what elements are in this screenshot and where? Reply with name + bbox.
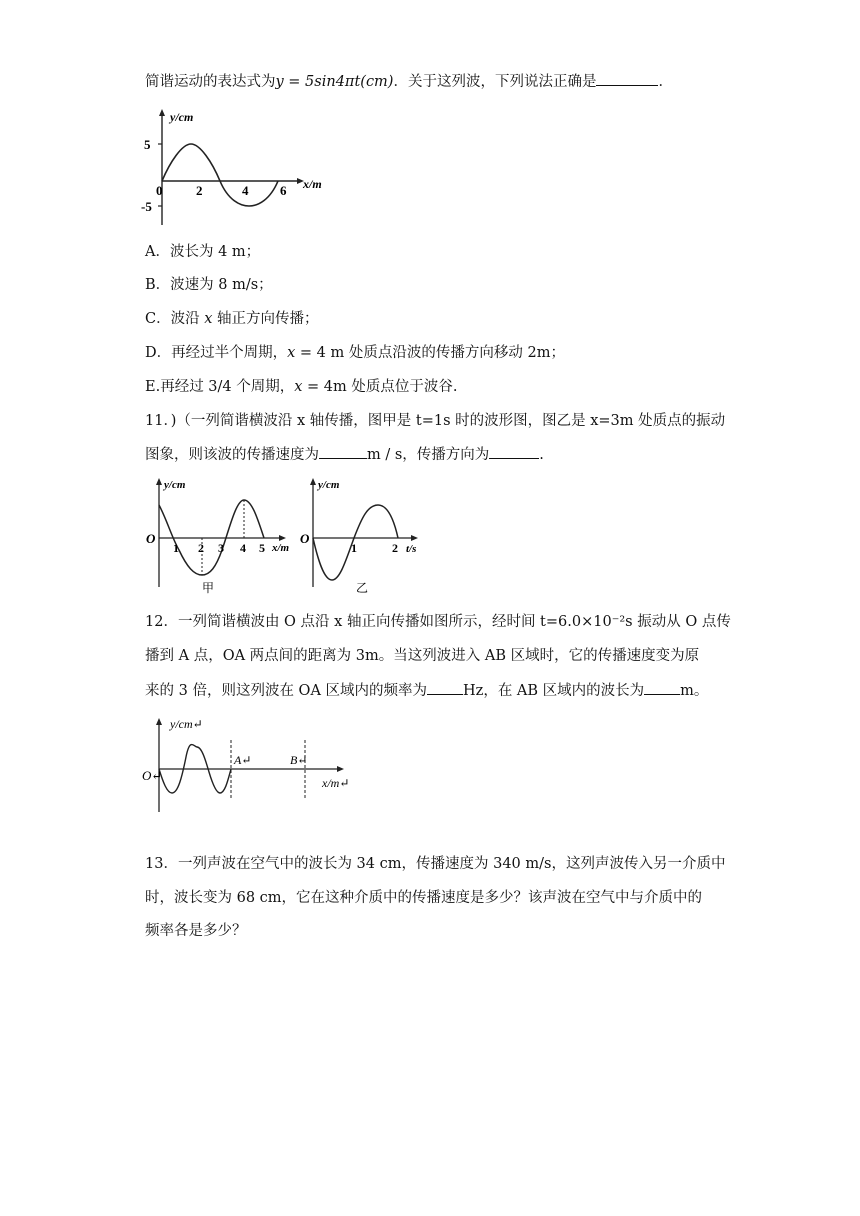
q10-option-e-text: E.再经过 3/4 个周期， xyxy=(145,379,295,395)
q10-option-b-text: B．波速为 8 m/s； xyxy=(145,277,273,293)
q11-jia-y-arrow-icon xyxy=(156,478,162,485)
q11-jia-x-label: x/m xyxy=(272,542,290,554)
q11-yi-origin-label: O xyxy=(300,531,310,546)
q10-y-label: y/cm xyxy=(170,110,194,124)
q12-wave-figure xyxy=(140,712,360,817)
q11-yi-y-label: y/cm xyxy=(318,479,340,491)
q13-text-2: 时，波长变为 68 cm，它在这种介质中的传播速度是多少？该声波在空气中与介质中的 xyxy=(145,890,703,906)
q13-line-2 xyxy=(145,888,702,908)
q13-line-3 xyxy=(145,921,247,941)
q10-option-e xyxy=(145,377,458,397)
q11-direction-blank[interactable] xyxy=(489,444,539,459)
q11-yi-y-arrow-icon xyxy=(310,478,316,485)
q13-text-3: 频率各是多少？ xyxy=(145,923,247,939)
q12-point-b-label: B↵ xyxy=(290,753,308,767)
q10-xtick-label-2: 2 xyxy=(196,183,203,198)
q12-text-1: 12．一列简谐横波由 O 点沿 x 轴正向传播如图所示，经时间 t=6.0×10⁻²s 振动从 O 点传 xyxy=(145,614,731,630)
q11-yi-x-arrow-icon xyxy=(411,535,418,541)
q12-line-3 xyxy=(145,680,708,701)
q11-jia-x-arrow-icon xyxy=(279,535,286,541)
q10-intro-text-2: ．关于这列波，下列说法正确是 xyxy=(393,74,597,90)
q10-ytick-label-neg5: -5 xyxy=(141,199,152,214)
q11-text-4: . xyxy=(539,447,544,463)
q11-jia-xtick-1: 1 xyxy=(173,541,179,555)
q10-ytick-label-5: 5 xyxy=(144,137,151,152)
q11-line-1 xyxy=(145,411,725,431)
q12-text-3: 来的 3 倍，则这列波在 OA 区域内的频率为 xyxy=(145,683,428,699)
q10-y-arrow-icon xyxy=(159,109,165,116)
q10-intro-end: ． xyxy=(658,74,673,90)
q11-yi-xtick-2: 2 xyxy=(392,541,398,555)
q11-figure-jia xyxy=(142,475,302,595)
q11-jia-xtick-2: 2 xyxy=(198,541,204,555)
q12-line-2 xyxy=(145,646,699,666)
q10-option-e-var: x xyxy=(294,379,303,395)
q10-option-d-text-2: = 4 m 处质点沿波的传播方向移动 2m； xyxy=(295,345,565,361)
q10-option-c-text: C．波沿 xyxy=(145,311,205,327)
q11-text-1: 11．)（一列简谐横波沿 x 轴传播，图甲是 t=1s 时的波形图，图乙是 x=3m 处质点的振动 xyxy=(145,413,726,429)
q10-option-d xyxy=(145,343,565,363)
q12-x-arrow-icon xyxy=(337,766,344,772)
q12-x-label: x/m↵ xyxy=(322,776,350,790)
q11-yi-xtick-1: 1 xyxy=(351,541,357,555)
q10-option-e-text-2: = 4m 处质点位于波谷. xyxy=(302,379,458,395)
q10-option-a xyxy=(145,242,260,262)
q12-text-4: Hz，在 AB 区域内的波长为 xyxy=(463,683,645,699)
q11-line-2 xyxy=(145,444,544,465)
q12-wavelength-blank[interactable] xyxy=(644,680,680,695)
q10-formula: y = 5sin4πt(cm) xyxy=(275,74,394,90)
q10-xtick-label-4: 4 xyxy=(242,183,249,198)
q10-option-a-text: A．波长为 4 m； xyxy=(145,244,261,260)
q10-intro-text: 简谐运动的表达式为 xyxy=(145,74,276,90)
q11-yi-x-label: t/s xyxy=(406,543,417,555)
q11-jia-xtick-5: 5 xyxy=(259,541,265,555)
q11-speed-blank[interactable] xyxy=(319,444,367,459)
q12-origin-label: O↵ xyxy=(142,768,163,783)
q10-xtick-label-0: 0 xyxy=(156,183,163,198)
q10-x-label: x/m xyxy=(303,177,322,191)
q12-frequency-blank[interactable] xyxy=(427,680,463,695)
q13-text-1: 13．一列声波在空气中的波长为 34 cm，传播速度为 340 m/s，这列声波传入另一介质中 xyxy=(145,856,726,872)
q10-option-c-var: x xyxy=(204,311,213,327)
q10-option-b xyxy=(145,275,273,295)
q10-option-c xyxy=(145,309,319,329)
q11-jia-xtick-3: 3 xyxy=(218,541,224,555)
q11-jia-origin-label: O xyxy=(146,531,156,546)
q10-xtick-label-6: 6 xyxy=(280,183,287,198)
q11-yi-caption: 乙 xyxy=(356,581,369,595)
q11-text-3: m / s，传播方向为 xyxy=(367,447,490,463)
q10-intro xyxy=(145,71,673,92)
q12-line-1 xyxy=(145,612,731,632)
q12-text-5: m。 xyxy=(680,683,709,699)
q11-text-2: 图象，则该波的传播速度为 xyxy=(145,447,319,463)
q12-y-label: y/cm↵ xyxy=(170,717,203,731)
q10-wave-figure xyxy=(140,105,340,230)
q10-answer-blank[interactable] xyxy=(596,71,658,86)
q10-option-d-text: D．再经过半个周期， xyxy=(145,345,288,361)
q10-option-c-text-2: 轴正方向传播； xyxy=(212,311,319,327)
q12-text-2: 播到 A 点，OA 两点间的距离为 3m。当这列波进入 AB 区域时，它的传播速度变为原 xyxy=(145,648,700,664)
q11-jia-y-label: y/cm xyxy=(164,479,186,491)
q11-figure-yi xyxy=(296,475,436,595)
q12-point-a-label: A↵ xyxy=(234,753,252,767)
q11-jia-caption: 甲 xyxy=(202,581,215,595)
q10-option-d-var: x xyxy=(287,345,296,361)
q13-line-1 xyxy=(145,854,725,874)
q12-y-arrow-icon xyxy=(156,718,162,725)
q11-jia-xtick-4: 4 xyxy=(240,541,246,555)
q10-wave-curve-a xyxy=(162,144,278,206)
